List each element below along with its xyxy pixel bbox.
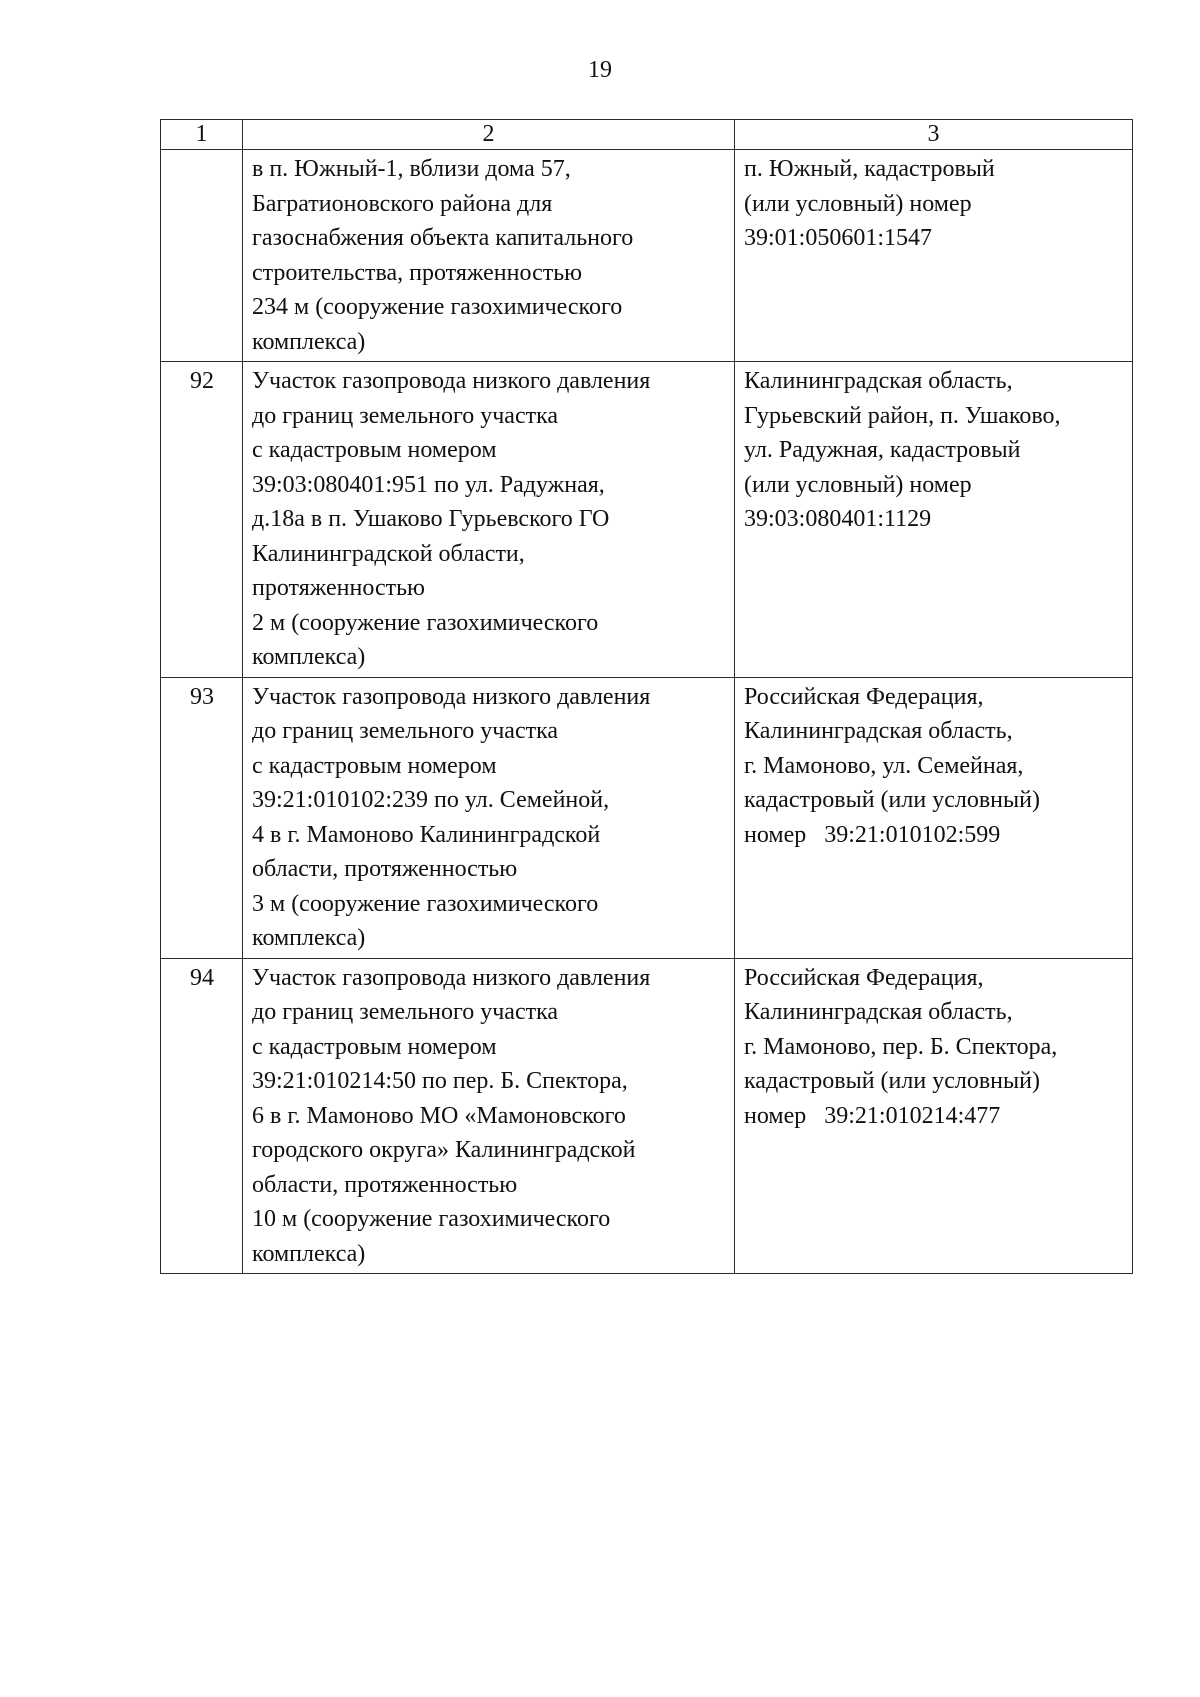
row-number: 93	[161, 677, 243, 958]
description-line: области, протяженностью	[252, 856, 518, 882]
description-line: 2 м (сооружение газохимического	[252, 609, 599, 636]
object-address	[735, 958, 1133, 1274]
description-line: Участок газопровода низкого давления	[252, 368, 651, 394]
description-line: области, протяженностью	[252, 1171, 518, 1198]
description-line: до границ земельного участка	[252, 718, 559, 744]
description-line: 3 м (сооружение газохимического	[252, 890, 599, 917]
address-line: кадастровый (или условный)	[744, 1068, 1040, 1094]
row-number: 94	[161, 958, 243, 1274]
address-line: кадастровый (или условный)	[744, 787, 1040, 813]
description-line: Багратионовского района для	[252, 190, 553, 217]
object-description	[243, 362, 735, 678]
description-line: 6 в г. Мамоново МО «Мамоновского	[252, 1102, 626, 1129]
address-line: Калининградская область,	[744, 718, 1013, 744]
table-row	[161, 362, 1133, 678]
description-line: 4 в г. Мамоново Калининградской	[252, 821, 601, 848]
description-line: д.18а в п. Ушаково Гурьевского ГО	[252, 506, 610, 532]
row-number: 92	[161, 362, 243, 678]
description-line: 39:03:080401:951 по ул. Радужная,	[252, 471, 605, 498]
address-line: ул. Радужная, кадастровый	[744, 437, 1021, 463]
description-line: Калининградской области,	[252, 540, 525, 567]
header-col-3: 3	[735, 120, 1133, 150]
object-description	[243, 150, 735, 362]
description-line: до границ земельного участка	[252, 402, 559, 429]
address-line: 39:01:050601:1547	[744, 225, 933, 251]
header-col-2: 2	[243, 120, 735, 150]
object-description	[243, 677, 735, 958]
object-description	[243, 958, 735, 1274]
description-line: с кадастровым номером	[252, 437, 497, 463]
object-address	[735, 150, 1133, 362]
address-line: (или условный) номер	[744, 190, 972, 217]
address-line: номер 39:21:010102:599	[744, 821, 1001, 848]
description-line: комплекса)	[252, 328, 366, 355]
address-line: Российская Федерация,	[744, 683, 984, 710]
description-line: комплекса)	[252, 1240, 366, 1267]
description-line: 39:21:010102:239 по ул. Семейной,	[252, 787, 610, 813]
description-line: Участок газопровода низкого давления	[252, 683, 651, 710]
address-line: Калининградская область,	[744, 368, 1013, 394]
address-line: Гурьевский район, п. Ушаково,	[744, 402, 1061, 429]
description-line: до границ земельного участка	[252, 999, 559, 1025]
description-line: газоснабжения объекта капитального	[252, 225, 634, 251]
object-address	[735, 677, 1133, 958]
row-number	[161, 150, 243, 362]
page-number: 19	[588, 57, 612, 83]
address-line: Калининградская область,	[744, 999, 1013, 1025]
header-col-1: 1	[161, 120, 243, 150]
address-line: 39:03:080401:1129	[744, 506, 932, 532]
description-line: протяженностью	[252, 575, 425, 601]
description-line: 39:21:010214:50 по пер. Б. Спектора,	[252, 1068, 628, 1094]
address-line: п. Южный, кадастровый	[744, 156, 995, 182]
object-address	[735, 362, 1133, 678]
description-line: комплекса)	[252, 644, 366, 670]
description-line: в п. Южный-1, вблизи дома 57,	[252, 156, 571, 182]
description-line: комплекса)	[252, 925, 366, 951]
description-line: 10 м (сооружение газохимического	[252, 1206, 611, 1232]
address-line: номер 39:21:010214:477	[744, 1102, 1001, 1129]
table-row	[161, 958, 1133, 1274]
description-line: 234 м (сооружение газохимического	[252, 294, 623, 320]
description-line: городского округа» Калининградской	[252, 1137, 636, 1163]
table-row	[161, 677, 1133, 958]
description-line: с кадастровым номером	[252, 752, 497, 779]
description-line: строительства, протяженностью	[252, 259, 583, 286]
description-line: Участок газопровода низкого давления	[252, 964, 651, 991]
address-line: (или условный) номер	[744, 471, 972, 498]
address-line: г. Мамоново, ул. Семейная,	[744, 752, 1024, 779]
property-table	[160, 119, 1133, 1274]
table-header-row	[161, 120, 1133, 150]
address-line: Российская Федерация,	[744, 964, 984, 991]
table-row	[161, 150, 1133, 362]
address-line: г. Мамоново, пер. Б. Спектора,	[744, 1033, 1058, 1060]
description-line: с кадастровым номером	[252, 1033, 497, 1060]
